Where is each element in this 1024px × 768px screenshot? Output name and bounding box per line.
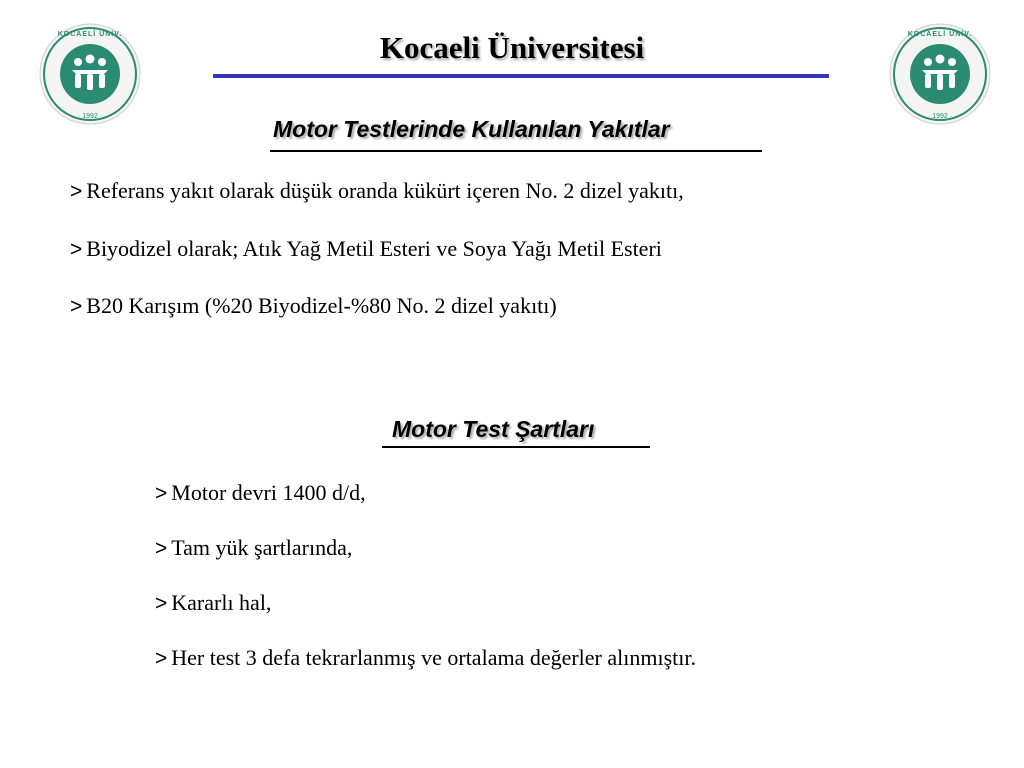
list-item-text: Motor devri 1400 d/d,: [171, 480, 366, 505]
section-heading-test-conditions: Motor Test Şartları: [392, 416, 595, 442]
bullet-arrow-icon: >: [70, 180, 83, 203]
svg-text:KOCAELİ ÜNİV.: KOCAELİ ÜNİV.: [907, 31, 973, 38]
list-item: [70, 293, 557, 319]
bullet-arrow-icon: >: [70, 295, 83, 318]
list-item-text: Her test 3 defa tekrarlanmış ve ortalama değerler alınmıştır.: [171, 645, 696, 670]
bullet-arrow-icon: >: [155, 647, 168, 670]
list-item: [155, 480, 366, 506]
section-heading-fuels: Motor Testlerinde Kullanılan Yakıtlar: [273, 116, 670, 142]
bullet-arrow-icon: >: [155, 592, 168, 615]
bullet-arrow-icon: >: [155, 537, 168, 560]
list-item-text: Kararlı hal,: [171, 590, 272, 615]
list-item: [155, 645, 696, 671]
bullet-arrow-icon: >: [155, 482, 168, 505]
svg-text:· 1992 ·: · 1992 ·: [927, 113, 953, 120]
list-item-text: B20 Karışım (%20 Biyodizel-%80 No. 2 dizel yakıtı): [86, 293, 557, 318]
list-item-text: Referans yakıt olarak düşük oranda kükürt içeren No. 2 dizel yakıtı,: [86, 178, 684, 203]
bullet-arrow-icon: >: [70, 238, 83, 261]
title-underline: [213, 74, 829, 78]
svg-text:KOCAELİ ÜNİV.: KOCAELİ ÜNİV.: [57, 31, 123, 38]
section-heading-underline: [270, 150, 762, 152]
list-item: [155, 590, 271, 616]
section-heading-underline: [382, 446, 650, 448]
list-item-text: Tam yük şartlarında,: [171, 535, 353, 560]
list-item: [70, 236, 662, 262]
list-item-text: Biyodizel olarak; Atık Yağ Metil Esteri ve Soya Yağı Metil Esteri: [86, 236, 662, 261]
svg-text:· 1992 ·: · 1992 ·: [77, 113, 103, 120]
list-item: [70, 178, 684, 204]
page-title: Kocaeli Üniversitesi: [379, 30, 645, 65]
list-item: [155, 535, 352, 561]
